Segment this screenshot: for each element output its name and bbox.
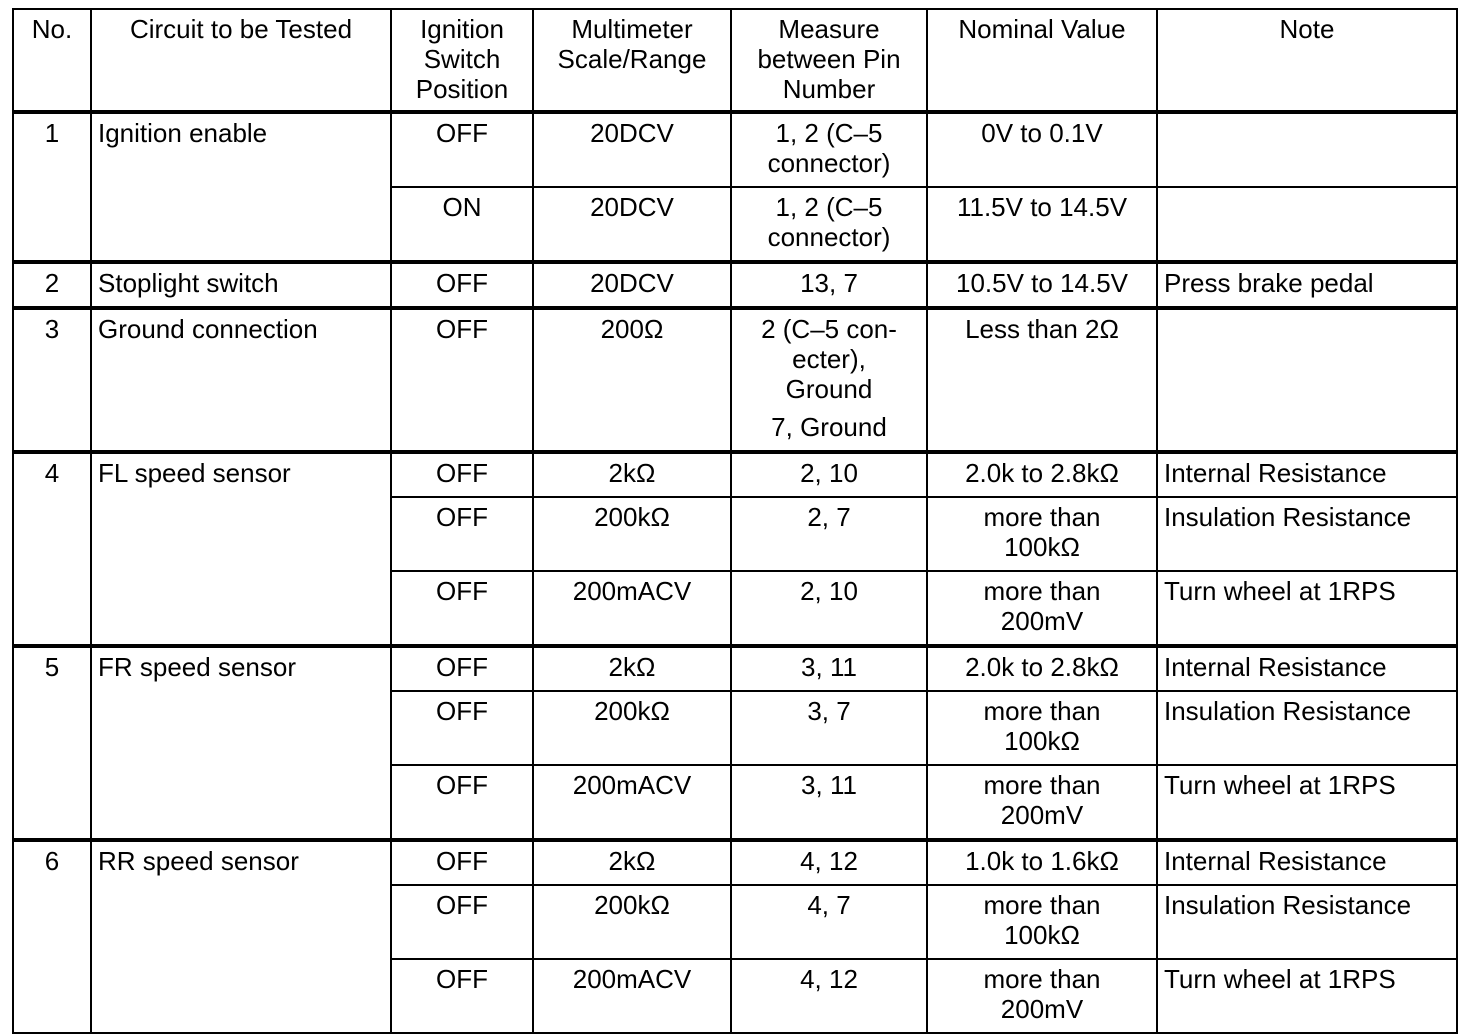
cell-note: Internal Resistance [1157,840,1457,885]
cell-range: 20DCV [533,112,731,187]
cell-pins [731,187,927,262]
header-circuit: Circuit to be Tested [91,9,391,112]
pins-line: connector) [767,222,891,252]
nominal-line: 1.0k to 1.6kΩ [965,846,1119,876]
header-measure-line: Number [782,74,876,104]
pins-line: 2, 10 [800,458,858,488]
cell-ignition: OFF [391,646,533,691]
cell-range: 20DCV [533,262,731,308]
circuit-test-table [12,8,1458,1034]
table-row [13,840,1457,885]
cell-ignition: OFF [391,262,533,308]
pins-line: 3, 11 [801,652,857,682]
cell-ignition: ON [391,187,533,262]
cell-range: 200Ω [533,308,731,452]
cell-nominal [927,646,1157,691]
cell-ignition: OFF [391,959,533,1033]
cell-range: 200mACV [533,571,731,646]
cell-ignition: OFF [391,885,533,959]
nominal-line: 100kΩ [1004,920,1080,950]
cell-note: Insulation Resistance [1157,885,1457,959]
nominal-line: more than [983,964,1101,994]
cell-note: Internal Resistance [1157,452,1457,497]
cell-nominal [927,691,1157,765]
cell-pins [731,840,927,885]
pins-line: 1, 2 (C–5 [775,192,883,222]
nominal-line: 10.5V to 14.5V [955,268,1129,298]
header-nominal: Nominal Value [927,9,1157,112]
pins-line: 4, 12 [800,846,858,876]
cell-pins [731,262,927,308]
pins-line: Ground [785,374,873,404]
nominal-line: 0V to 0.1V [981,118,1103,148]
cell-pins [731,646,927,691]
header-note: Note [1157,9,1457,112]
cell-ignition: OFF [391,112,533,187]
cell-circuit: Stoplight switch [91,262,391,308]
cell-ignition: OFF [391,691,533,765]
cell-note: Turn wheel at 1RPS [1157,571,1457,646]
table-row [13,452,1457,497]
header-multimeter [533,9,731,112]
cell-ignition: OFF [391,452,533,497]
nominal-line: more than [983,770,1101,800]
nominal-line: more than [983,502,1101,532]
cell-range: 2kΩ [533,840,731,885]
nominal-line: 200mV [1000,994,1084,1024]
pins-line: 2, 7 [807,502,851,532]
cell-pins [731,959,927,1033]
pins-line: 2, 10 [800,576,858,606]
cell-range: 20DCV [533,187,731,262]
pins-line: 4, 7 [807,890,851,920]
nominal-line: more than [983,576,1101,606]
cell-range: 200kΩ [533,497,731,571]
cell-nominal [927,452,1157,497]
cell-nominal [927,959,1157,1033]
cell-nominal [927,840,1157,885]
cell-circuit: RR speed sensor [91,840,391,1033]
table-row [13,112,1457,187]
cell-nominal [927,571,1157,646]
table-row [13,308,1457,452]
cell-nominal [927,308,1157,452]
nominal-line: Less than 2Ω [965,314,1119,344]
cell-range: 200mACV [533,959,731,1033]
table-row [13,262,1457,308]
cell-nominal [927,885,1157,959]
pins-line: 1, 2 (C–5 [775,118,883,148]
cell-nominal [927,262,1157,308]
cell-no: 5 [13,646,91,840]
cell-circuit: Ignition enable [91,112,391,262]
cell-pins [731,765,927,840]
cell-range: 2kΩ [533,452,731,497]
header-measure [731,9,927,112]
cell-ignition: OFF [391,308,533,452]
cell-circuit: FR speed sensor [91,646,391,840]
cell-pins [731,452,927,497]
cell-no: 2 [13,262,91,308]
nominal-line: 2.0k to 2.8kΩ [965,458,1119,488]
cell-no: 3 [13,308,91,452]
cell-note [1157,308,1457,452]
nominal-line: more than [983,890,1101,920]
pins-line: 3, 11 [801,770,857,800]
cell-note [1157,187,1457,262]
cell-circuit: Ground connection [91,308,391,452]
nominal-line: 100kΩ [1004,726,1080,756]
cell-pins [731,112,927,187]
header-measure-line: Measure [778,14,880,44]
cell-nominal [927,765,1157,840]
header-row [13,9,1457,112]
cell-note: Press brake pedal [1157,262,1457,308]
cell-no: 6 [13,840,91,1033]
header-measure-line: between Pin [757,44,901,74]
nominal-line: 11.5V to 14.5V [956,192,1128,222]
header-multimeter-line: Scale/Range [557,44,707,74]
pins-line: 13, 7 [800,268,858,298]
cell-note: Turn wheel at 1RPS [1157,765,1457,840]
cell-pins [731,497,927,571]
cell-range: 200kΩ [533,691,731,765]
cell-pins [731,885,927,959]
cell-ignition: OFF [391,571,533,646]
nominal-line: 100kΩ [1004,532,1080,562]
header-ignition-line: Switch [423,44,501,74]
cell-range: 2kΩ [533,646,731,691]
cell-note: Internal Resistance [1157,646,1457,691]
header-ignition [391,9,533,112]
cell-no: 4 [13,452,91,646]
nominal-line: 200mV [1000,606,1084,636]
cell-range: 200kΩ [533,885,731,959]
header-ignition-line: Ignition [420,14,504,44]
pins-line: 2 (C–5 con- [761,314,897,344]
pins-line: 3, 7 [807,696,851,726]
cell-nominal [927,497,1157,571]
header-ignition-line: Position [415,74,509,104]
cell-pins [731,308,927,452]
cell-ignition: OFF [391,840,533,885]
header-no: No. [13,9,91,112]
cell-note: Turn wheel at 1RPS [1157,959,1457,1033]
nominal-line: more than [983,696,1101,726]
cell-no: 1 [13,112,91,262]
cell-pins [731,571,927,646]
cell-ignition: OFF [391,497,533,571]
nominal-line: 200mV [1000,800,1084,830]
table-row [13,646,1457,691]
pins-line: ecter), [792,344,866,374]
cell-nominal [927,187,1157,262]
pins-line: 4, 12 [800,964,858,994]
pins-line: connector) [767,148,891,178]
cell-note [1157,112,1457,187]
header-multimeter-line: Multimeter [571,14,693,44]
cell-note: Insulation Resistance [1157,691,1457,765]
cell-nominal [927,112,1157,187]
cell-circuit: FL speed sensor [91,452,391,646]
cell-ignition: OFF [391,765,533,840]
nominal-line: 2.0k to 2.8kΩ [965,652,1119,682]
cell-range: 200mACV [533,765,731,840]
cell-pins [731,691,927,765]
cell-note: Insulation Resistance [1157,497,1457,571]
pins-line-extra: 7, Ground [771,412,887,442]
